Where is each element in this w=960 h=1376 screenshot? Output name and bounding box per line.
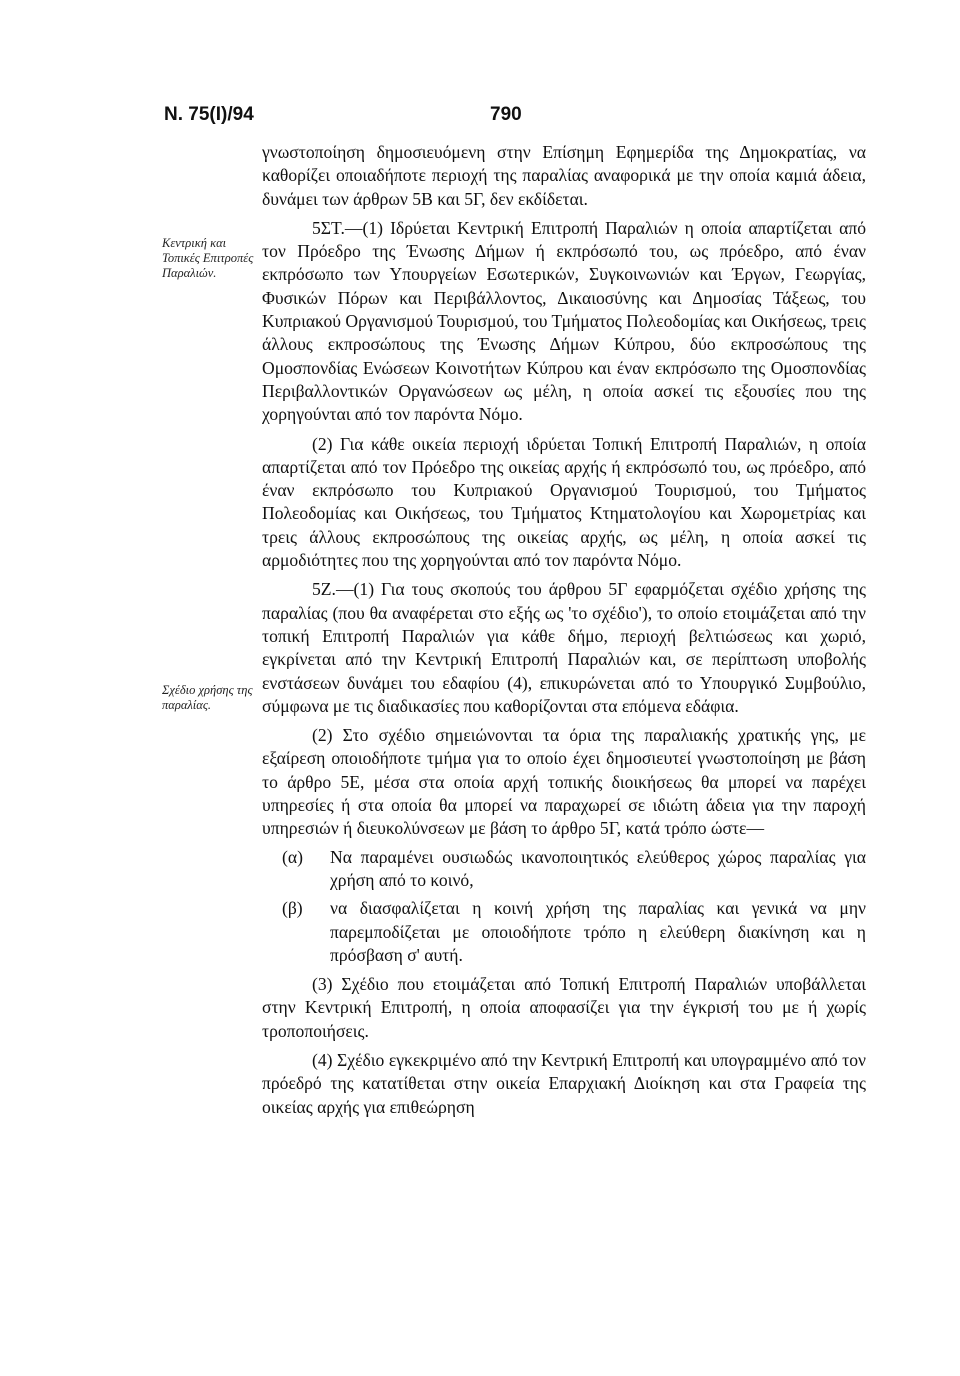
section-5st-paragraph-2: (2) Για κάθε οικεία περιοχή ιδρύεται Τοπική Επιτροπή Παραλιών, η οποία απαρτίζεται από τον Πρόεδρο της οικείας αρχής ή εκπρόσωπό του, ως πρόεδρο, από έναν εκπρόσωπο του Κυπριακού Οργανισμού Τουρισμού, του Τμήματος Πολεοδομίας και Οικήσεως, του Τμήματος Κτηματολογίου και Χωρομετρίας και τρεις άλλους εκπροσώπους της οικείας αρχής, ως μέλη, η οποία ασκεί τις αρμοδιότητες που της χορηγούνται από τον παρόντα Νόμο. xyxy=(262,433,866,571)
section-5z-paragraph-3: (3) Σχέδιο που ετοιμάζεται από Τοπική Επιτροπή Παραλιών υποβάλλεται στην Κεντρική Επιτροπή, η οποία αποφασίζει για την έγκρισή του με ή χωρίς τροποποιήσεις. xyxy=(262,974,866,1041)
list-item-a-text: Να παραμένει ουσιωδώς ικανοποιητικός ελεύθερος χώρος παραλίας για χρήση από το κοινό, xyxy=(330,846,866,890)
section-5z-paragraph-4: (4) Σχέδιο εγκεκριμένο από την Κεντρική Επιτροπή και υπογραμμένο από τον πρόεδρό της κατατίθεται στην οικεία Επαρχιακή Διοίκηση και στα Γραφεία της οικείας αρχής για επιθεώρηση xyxy=(262,1049,866,1117)
list-item-b xyxy=(262,897,866,967)
section-5z-number: 5Ζ. xyxy=(312,579,336,600)
list-item-b-text: να διασφαλίζεται η κοινή χρήση της παραλίας και γενικά να μην παρεμποδίζεται με οποιοδήποτε τρόπο η ελεύθερη διακίνηση και η πρόσβαση σ' αυτή. xyxy=(330,898,866,965)
section-5st-paragraph-1 xyxy=(262,217,866,427)
margin-note-beach-plan: Σχέδιο χρήσης της παραλίας. xyxy=(162,683,253,712)
section-5z-paragraph-2: (2) Στο σχέδιο σημειώνονται τα όρια της παραλιακής χρατικής γης, με εξαίρεση οποιοδήποτε τμήμα για το οποίο έχει δημοσιευτεί γνωστοποίηση με βάση το άρθρο 5Ε, μέσα στα οποία αρχή τοπικής διοικήσεως θα μπορεί να παρέχει υπηρεσίες ή στα οποία θα μπορεί να παραχωρεί σε ιδιώτη άδεια για την παροχή υπηρεσιών ή διευκολύνσεων με βάση το άρθρο 5Γ, κατά τρόπο ώστε— xyxy=(262,725,866,839)
list-item-b-label: (β) xyxy=(282,898,303,919)
page-header xyxy=(164,104,864,134)
section-5z-text-1: —(1) Για τους σκοπούς του άρθρου 5Γ εφαρμόζεται σχέδιο χρήσης της παραλίας (που θα αναφέρεται στο εξής ως 'το σχέδιο'), το οποίο ετοιμάζεται από την τοπική Επιτροπή Παραλιών για κάθε δήμο, περιοχή βελτιώσεως και χωριό, εγκρίνεται από την Κεντρική Επιτροπή Παραλιών και, σε περίπτωση υποβολής ενστάσεων δυνάμει του εδαφίου (4), επικυρώνεται από το Υπουργικό Συμβούλιο, σύμφωνα με τις διαδικασίες που καθορίζονται στα επόμενα εδάφια. xyxy=(262,579,866,716)
page-number: 790 xyxy=(490,104,522,125)
section-5st-text-1: —(1) Ιδρύεται Κεντρική Επιτροπή Παραλιών η οποία απαρτίζεται από τον Πρόεδρο της Ένωσης Δήμων ή εκπρόσωπό του, ως πρόεδρο, από έναν εκπρόσωπο των Υπουργείων Εσωτερικών, Συγκοινωνιών και Έργων, Γεωργίας, Φυσικών Πόρων και Περιβάλλοντος, Δικαιοσύνης και Δημοσίας Τάξεως, του Κυπριακού Οργανισμού Τουρισμού, του Τμήματος Πολεοδομίας και Οικήσεως, τρεις άλλους εκπροσώπους της Ένωσης Δήμων Κύπρου, δύο εκπροσώπους της Ομοσπονδίας Ενώσεων Κοινοτήτων Κύπρου και έναν εκπρόσωπο της Ομοσπονδίας Περιβαλλοντικών Οργανώσεων ως μέλη, η οποία ασκεί τις εξουσίες που της χορηγούνται από τον παρόντα Νόμο. xyxy=(262,217,866,425)
continuation-paragraph: γνωστοποίηση δημοσιευόμενη στην Επίσημη Εφημερίδα της Δημοκρατίας, να καθορίζει οποιαδήποτε περιοχή της παραλίας αναφορικά με την οποία καμιά άδεια, δυνάμει των άρθρων 5Β και 5Γ, δεν εκδίδεται. xyxy=(262,142,866,209)
section-5st-number: 5ΣΤ. xyxy=(312,217,345,238)
section-5z-paragraph-1 xyxy=(262,578,866,718)
list-item-a xyxy=(262,846,866,893)
main-text-column xyxy=(262,141,866,1119)
law-reference: Ν. 75(Ι)/94 xyxy=(164,104,254,125)
list-item-a-label: (α) xyxy=(282,846,303,867)
margin-note-committees: Κεντρική και Τοπικές Επιτροπές Παραλιών. xyxy=(162,236,254,280)
